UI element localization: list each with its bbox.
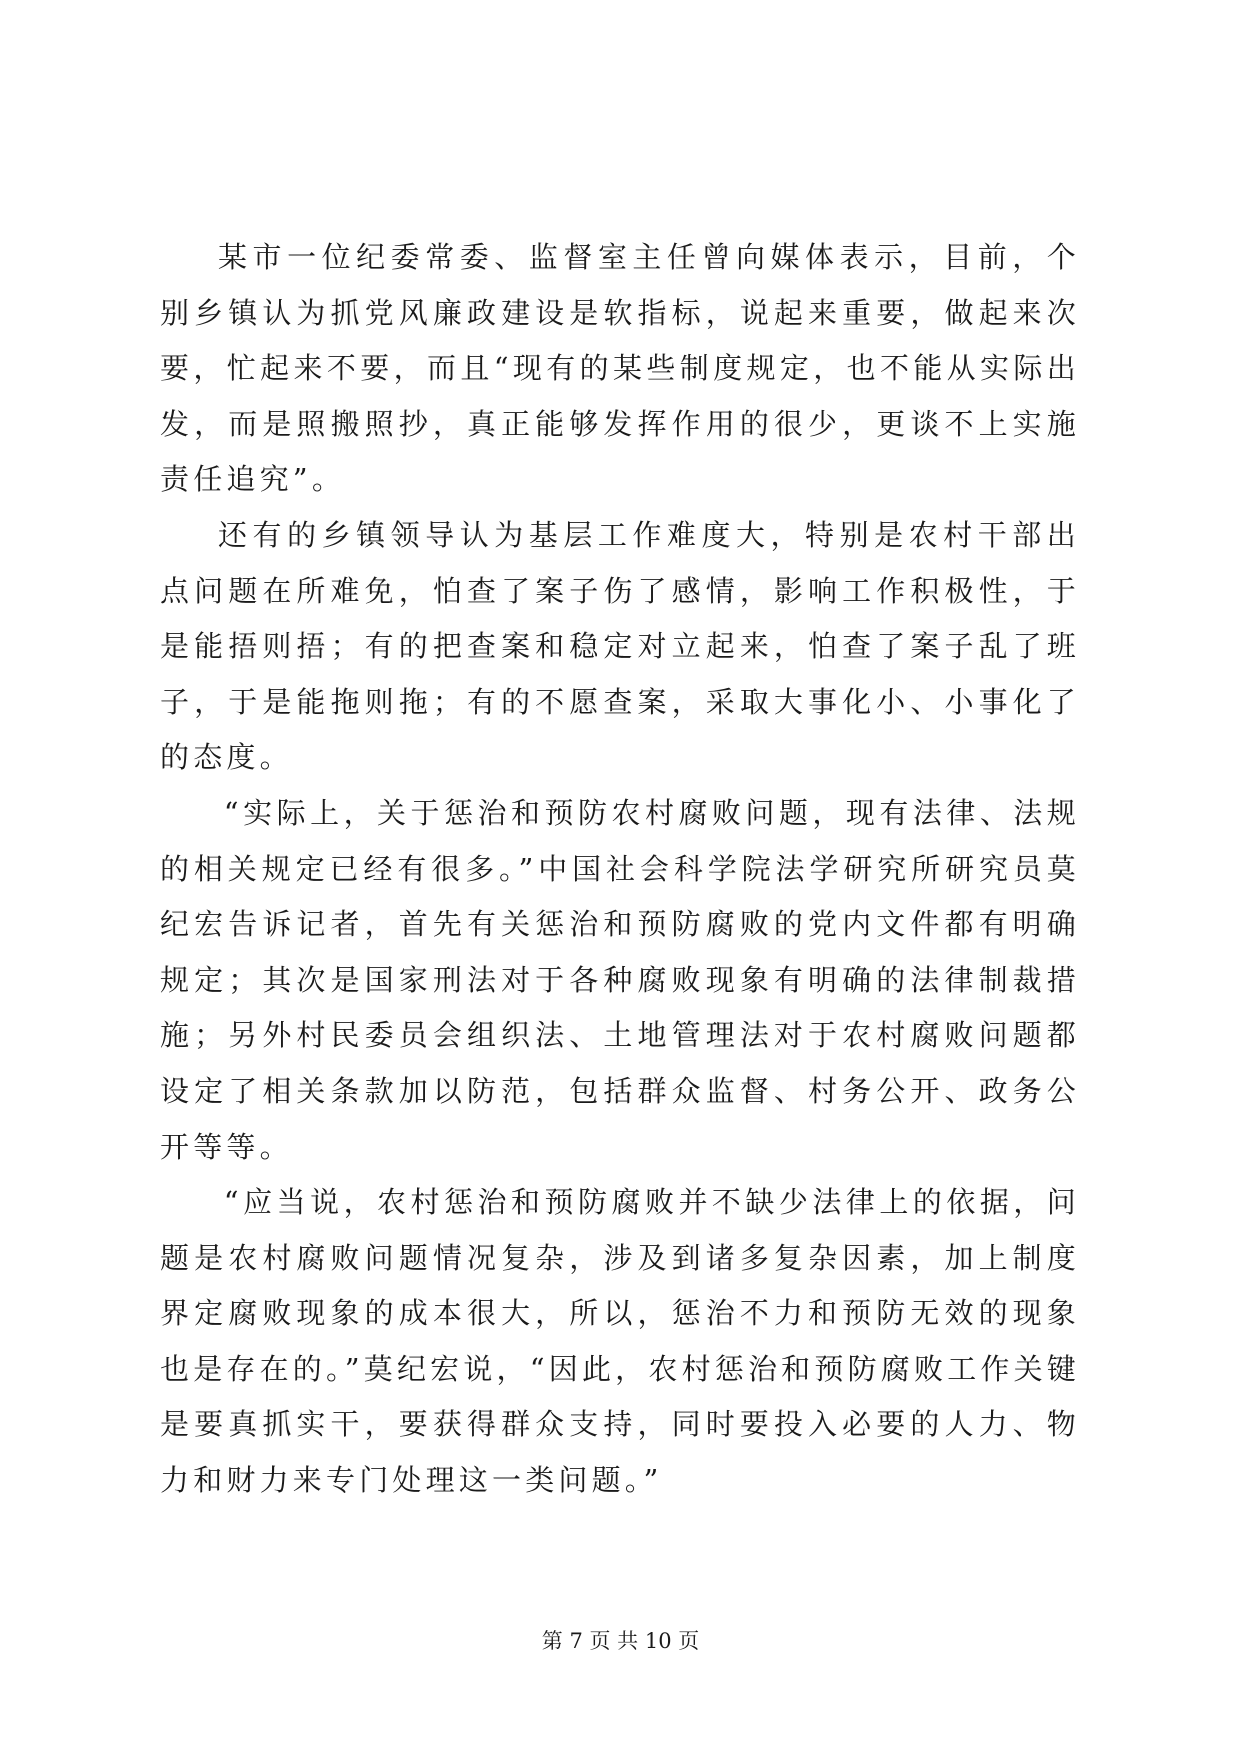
paragraph-3: “实际上，关于惩治和预防农村腐败问题，现有法律、法规的相关规定已经有很多。”中国社会科学院法学研究所研究员莫纪宏告诉记者，首先有关惩治和预防腐败的党内文件都有明确规定；其次是国家刑法对于各种腐败现象有明确的法律制裁措施；另外村民委员会组织法、土地管理法对于农村腐败问题都设定了相关条款加以防范，包括群众监督、村务公开、政务公开等等。: [160, 795, 1080, 1164]
paragraph-1: 某市一位纪委常委、监督室主任曾向媒体表示，目前，个别乡镇认为抓党风廉政建设是软指标，说起来重要，做起来次要，忙起来不要，而且“现有的某些制度规定，也不能从实际出发，而是照搬照抄，真正能够发挥作用的很少，更谈不上实施责任追究”。: [160, 240, 1080, 497]
paragraph-4: “应当说，农村惩治和预防腐败并不缺少法律上的依据，问题是农村腐败问题情况复杂，涉及到诸多复杂因素，加上制度界定腐败现象的成本很大，所以，惩治不力和预防无效的现象也是存在的。”莫纪宏说，“因此，农村惩治和预防腐败工作关键是要真抓实干，要获得群众支持，同时要投入必要的人力、物力和财力来专门处理这一类问题。”: [160, 1185, 1080, 1498]
page-footer: 第 7 页 共 10 页: [541, 1629, 700, 1653]
document-body: [160, 230, 1080, 1509]
paragraph-2: 还有的乡镇领导认为基层工作难度大，特别是农村干部出点问题在所难免，怕查了案子伤了感情，影响工作积极性，于是能捂则捂；有的把查案和稳定对立起来，怕查了案子乱了班子，于是能拖则拖；有的不愿查案，采取大事化小、小事化了的态度。: [160, 517, 1080, 775]
